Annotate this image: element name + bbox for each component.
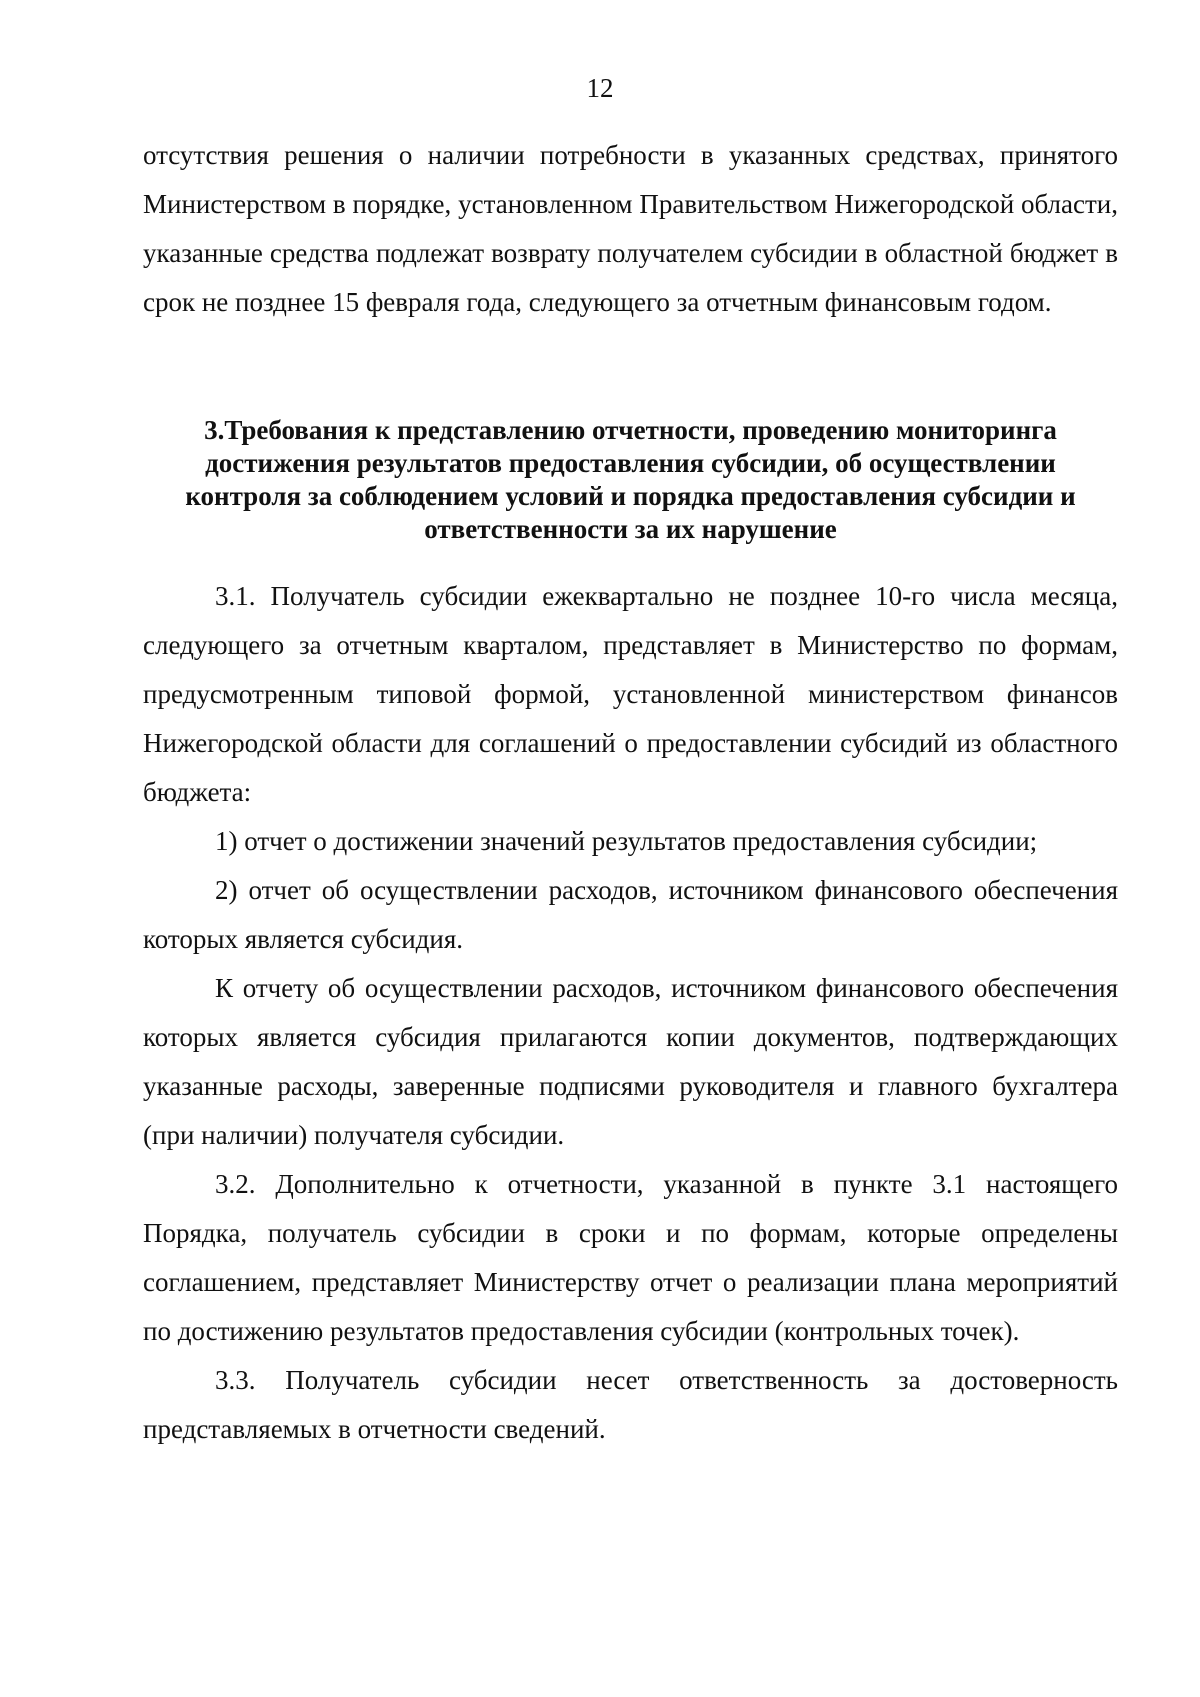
section-body (143, 572, 1118, 1454)
section-heading-line: достижения результатов предоставления субсидии, об осуществлении (205, 448, 1056, 478)
paragraph-3-1: 3.1. Получатель субсидии ежеквартально не позднее 10-го числа месяца, следующего за отчетным кварталом, представляет в Министерство по формам, предусмотренным типовой формой, установленной министерством финансов Нижегородской области для соглашений о предоставлении субсидий из областного бюджета: (143, 581, 1118, 807)
section-heading-line: 3.Требования к представлению отчетности, проведению мониторинга (204, 415, 1057, 445)
page-number: 12 (586, 73, 614, 103)
paragraph-3-2: 3.2. Дополнительно к отчетности, указанной в пункте 3.1 настоящего Порядка, получатель субсидии в сроки и по формам, которые определены соглашением, представляет Министерству отчет о реализации плана мероприятий по достижению результатов предоставления субсидии (контрольных точек). (143, 1169, 1118, 1346)
paragraph-attachments: К отчету об осуществлении расходов, источником финансового обеспечения которых является субсидия прилагаются копии документов, подтверждающих указанные расходы, заверенные подписями руководителя и главного бухгалтера (при наличии) получателя субсидии. (143, 973, 1118, 1150)
list-item-1: 1) отчет о достижении значений результатов предоставления субсидии; (215, 826, 1038, 856)
paragraph-3-3: 3.3. Получатель субсидии несет ответственность за достоверность представляемых в отчетности сведений. (143, 1365, 1118, 1444)
continuation-block (143, 131, 1118, 327)
section-heading-line: контроля за соблюдением условий и порядка предоставления субсидии и (185, 481, 1076, 511)
section-heading-line: ответственности за их нарушение (424, 514, 837, 544)
continuation-paragraph: отсутствия решения о наличии потребности в указанных средствах, принятого Министерством в порядке, установленном Правительством Нижегородской области, указанные средства подлежат возврату получателем субсидии в областной бюджет в срок не позднее 15 февраля года, следующего за отчетным финансовым годом. (143, 140, 1118, 317)
list-item-2: 2) отчет об осуществлении расходов, источником финансового обеспечения которых является субсидия. (143, 875, 1118, 954)
section-heading (143, 414, 1118, 546)
